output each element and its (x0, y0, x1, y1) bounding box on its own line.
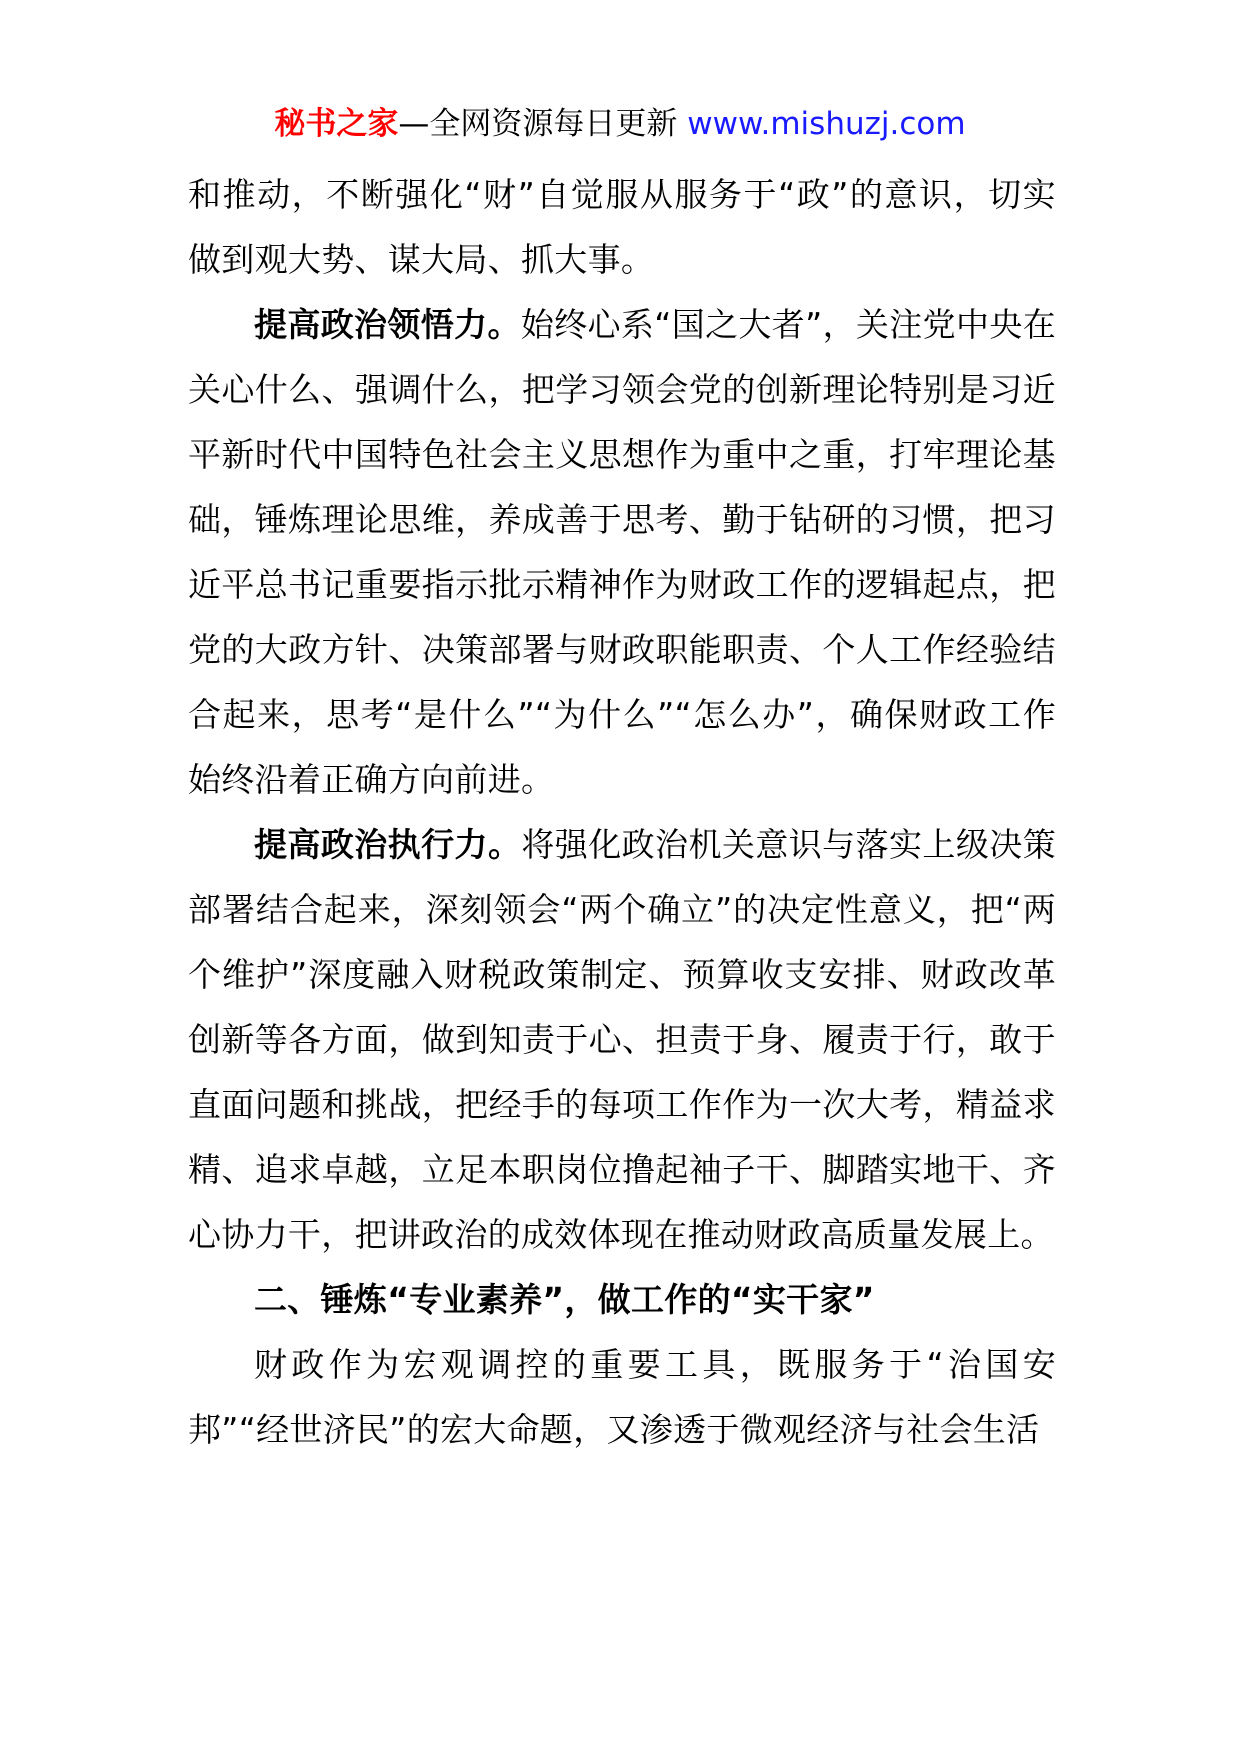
paragraph-lead: 提高政治执行力。 (254, 825, 522, 864)
document-body (188, 162, 1056, 1462)
header-tagline: —全网资源每日更新 (398, 106, 688, 142)
paragraph-political-comprehension (188, 292, 1056, 812)
brand-name: 秘书之家 (274, 106, 399, 142)
section-heading: 二、锤炼“专业素养”，做工作的“实干家” (254, 1280, 875, 1319)
paragraph-text: 将强化政治机关意识与落实上级决策部署结合起来，深刻领会“两个确立”的决定性意义，把“两个维护”深度融入财税政策制定、预算收支安排、财政改革创新等各方面，做到知责于心、担责于身、履责于行，敢于直面问题和挑战，把经手的每项工作作为一次大考，精益求精、追求卓越，立足本职岗位撸起袖子干、脚踏实地干、齐心协力干，把讲政治的成效体现在推动财政高质量发展上。 (188, 825, 1056, 1254)
paragraph-political-execution (188, 812, 1056, 1267)
paragraph-finance-role (188, 1332, 1056, 1462)
paragraph-text: 财政作为宏观调控的重要工具，既服务于“治国安邦”“经世济民”的宏大命题，又渗透于微观经济与社会生活 (188, 1345, 1056, 1449)
paragraph-text: 始终心系“国之大者”，关注党中央在关心什么、强调什么，把学习领会党的创新理论特别是习近平新时代中国特色社会主义思想作为重中之重，打牢理论基础，锤炼理论思维，养成善于思考、勤于钻研的习惯，把习近平总书记重要指示批示精神作为财政工作的逻辑起点，把党的大政方针、决策部署与财政职能职责、个人工作经验结合起来，思考“是什么”“为什么”“怎么办”，确保财政工作始终沿着正确方向前进。 (188, 305, 1057, 799)
site-url-link[interactable]: www.mishuzj.com (687, 106, 966, 142)
paragraph-text: 和推动，不断强化“财”自觉服从服务于“政”的意识，切实做到观大势、谋大局、抓大事。 (188, 175, 1056, 279)
site-header (0, 104, 1240, 144)
paragraph-lead: 提高政治领悟力。 (254, 305, 521, 344)
paragraph-continuation (188, 162, 1056, 292)
